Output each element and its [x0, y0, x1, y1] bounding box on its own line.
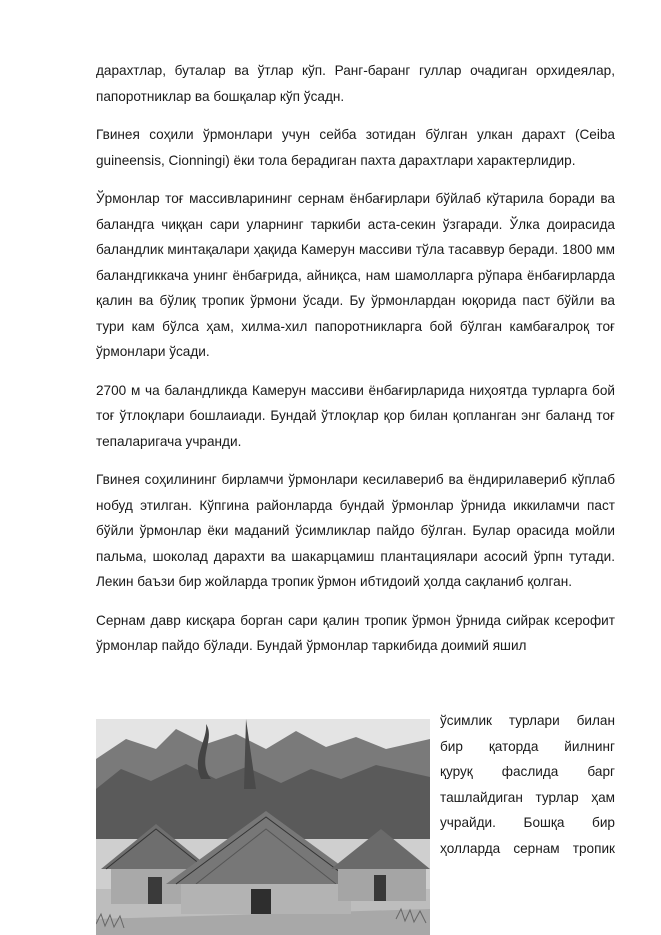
paragraph-6: Сернам давр кисқара борган сари қалин тропик ўрмон ўрнида сийрак ксерофит ўрмонлар пайдо бўлади. Бундай ўрмонлар таркибида доимий яшил [96, 612, 615, 653]
side-line-1: ўсимлик турлари билан [440, 713, 615, 728]
paragraph-3: Ўрмонлар тоғ массивларининг сернам ёнбағирлари бўйлаб кўтарила боради ва баландга чиққан сари уларнинг таркиби аста-секин ўзгаради. Ўлка доирасида баландлик минтақалари ҳақида Камерун массиви тўла тасаввур беради. 1800 мм баландгиккача унинг ёнбағрида, айниқса, нам шамолларга рўпара ёнбағирларда қалин ва бўлиқ тропик ўрмони ўсади. Бу ўрмонлардан юқорида паст бўйли ва тури кам бўлса ҳам, хилма-хил папоротникларга бой бўлган камбағалроқ тоғ ўрмонлари ўсади. [96, 191, 615, 359]
paragraph-2: Гвинея соҳили ўрмонлари учун сейба зотидан бўлган улкан дарахт (Ceiba guineensis, Cionningi) ёки тола берадиган пахта дарахтлари характерлидир. [96, 127, 615, 168]
side-line-3: қуруқ фаслида барг [440, 764, 615, 779]
side-line-2: бир қаторда йилнинг [440, 738, 615, 754]
village-huts-photo [96, 719, 430, 935]
paragraph-4: 2700 м ча баландликда Камерун массиви ёнбағирларида ниҳоятда турларга бой тоғ ўтлоқлари бошлаиади. Бундай ўтлоқлар қор билан қопланган энг баланд тоғ тепаларигача учранди. [96, 382, 615, 449]
page-body [96, 58, 615, 659]
side-line-6: ҳолларда сернам тропик [440, 840, 615, 856]
huts-illustration [96, 719, 430, 935]
side-line-4: ташлайдиган турлар ҳам [440, 789, 615, 805]
paragraph-1: дарахтлар, буталар ва ўтлар кўп. Ранг-баранг гуллар очадиган орхидеялар, папоротниклар ва бошқалар кўп ўсадн. [96, 63, 615, 104]
paragraph-5: Гвинея соҳилининг бирламчи ўрмонлари кесилавериб ва ёндирилавериб кўплаб нобуд этилган. Кўпгина районларда бундай ўрмонлар ўрнида иккиламчи паст бўйли ўрмонлар ёки маданий ўсимликлар пайдо бўлган. Булар орасида мойли пальма, шоколад дарахти ва шакарцамиш плантациялари асосий ўрпн тутади. Лекин баъзи бир жойларда тропик ўрмон ибтидоий ҳолда сақланиб қолган. [96, 472, 615, 589]
side-line-5: учрайди. Бошқа бир [440, 815, 615, 830]
side-text-column [440, 708, 615, 861]
